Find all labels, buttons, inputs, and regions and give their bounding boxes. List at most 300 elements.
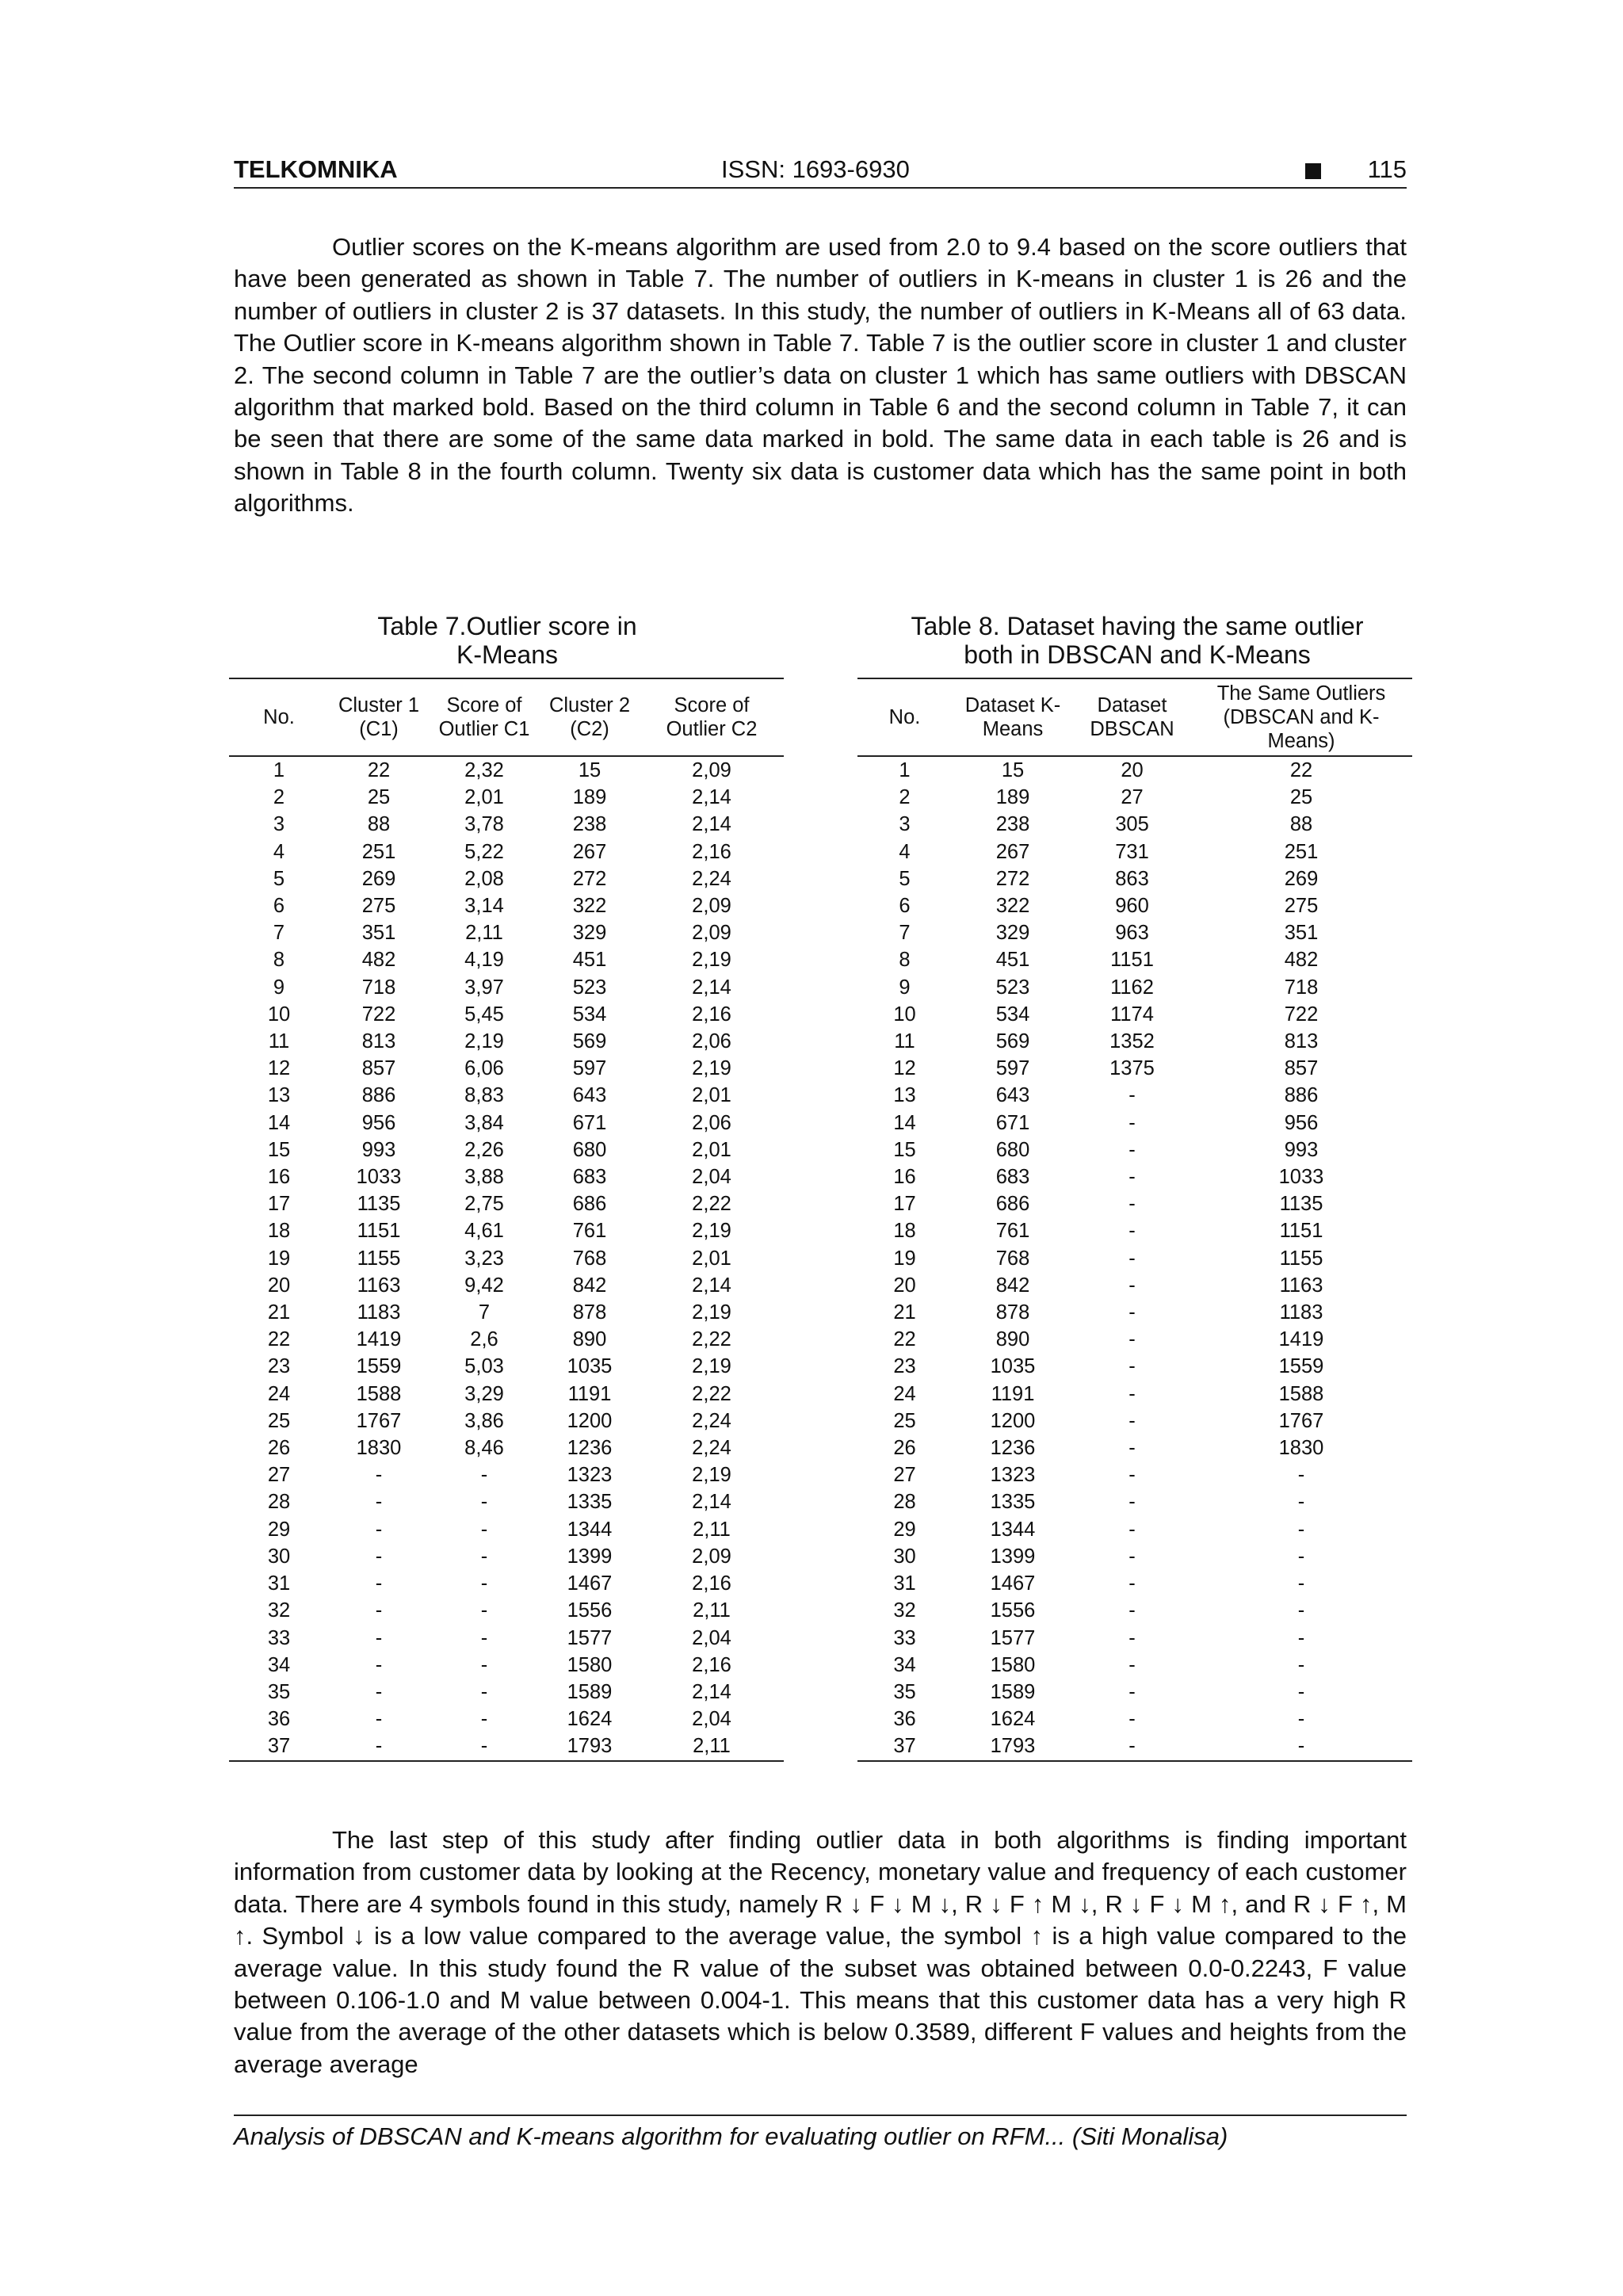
table-cell: 1580	[567, 1653, 613, 1676]
table-cell: 2,24	[692, 1409, 731, 1432]
table-cell: 813	[361, 1030, 396, 1053]
table-cell: 22	[367, 759, 391, 781]
table-cell: 9	[899, 976, 911, 999]
table-cell: 813	[1284, 1030, 1319, 1053]
table-cell: 886	[361, 1084, 396, 1107]
table-cell: -	[480, 1653, 488, 1676]
table-cell: 2,01	[464, 786, 504, 809]
table-cell: 534	[572, 1003, 607, 1026]
table-row	[229, 1597, 784, 1624]
table-cell: 21	[267, 1301, 291, 1324]
table-cell: 1556	[567, 1599, 613, 1622]
table-cell: 35	[267, 1680, 291, 1703]
table-cell: 2,04	[692, 1166, 731, 1189]
table-cell: 1767	[1278, 1409, 1324, 1432]
table-cell: 3,88	[464, 1166, 504, 1189]
table-cell: 6	[899, 895, 911, 918]
table-cell: -	[1297, 1708, 1305, 1731]
table-cell: 2,14	[692, 786, 731, 809]
table-cell: 671	[995, 1111, 1030, 1134]
table-cell: 8,46	[464, 1437, 504, 1460]
table-cell: -	[375, 1572, 383, 1595]
table-cell: -	[1074, 1733, 1190, 1760]
table-cell: 1352	[1109, 1030, 1155, 1053]
table-cell: -	[375, 1464, 383, 1487]
table-cell: 1419	[1278, 1328, 1324, 1351]
table-cell: 1830	[356, 1437, 402, 1460]
table-cell: -	[429, 1733, 540, 1760]
table-cell: 22	[267, 1328, 291, 1351]
table-cell: 267	[572, 840, 607, 863]
table-cell: -	[1128, 1328, 1136, 1351]
table-cell: 671	[572, 1111, 607, 1134]
table-cell: 12	[267, 1057, 291, 1080]
table-cell: 1335	[990, 1491, 1036, 1514]
table-cell: 1577	[567, 1626, 613, 1649]
table7-header: Score of Outlier C2	[640, 678, 784, 756]
table-cell: 28	[893, 1491, 916, 1514]
table-cell: 569	[572, 1030, 607, 1053]
table-cell: 8,83	[464, 1084, 504, 1107]
table-cell: 5,22	[464, 840, 504, 863]
table-cell: 1624	[567, 1708, 613, 1731]
table-cell: 23	[893, 1355, 916, 1378]
table-cell: 1236	[990, 1437, 1036, 1460]
table-cell: 1183	[357, 1301, 401, 1324]
table-cell: 686	[572, 1193, 607, 1216]
table-cell: 1163	[357, 1274, 401, 1297]
table-cell: 5	[899, 867, 911, 890]
table-cell: -	[1297, 1599, 1305, 1622]
table-cell: 21	[893, 1301, 916, 1324]
table-cell: 1	[273, 759, 285, 781]
table-cell: -	[1128, 1138, 1136, 1161]
table8-body	[857, 756, 1412, 1761]
table-cell: 2,14	[692, 1491, 731, 1514]
table-cell: -	[480, 1572, 488, 1595]
table-cell: 18	[893, 1220, 916, 1243]
table-cell: 1793	[952, 1733, 1074, 1760]
table-cell: 27	[267, 1464, 291, 1487]
table-cell: -	[1128, 1111, 1136, 1134]
table-cell: 761	[995, 1220, 1030, 1243]
table-cell: 890	[572, 1328, 607, 1351]
table-cell: -	[1297, 1626, 1305, 1649]
page-footer: Analysis of DBSCAN and K-means algorithm for evaluating outlier on RFM... (Siti Monalisa)	[234, 2115, 1407, 2151]
table-cell: -	[1128, 1382, 1136, 1405]
table-cell: 5,45	[464, 1003, 504, 1026]
table-row	[229, 1543, 784, 1570]
table-cell: 6,06	[464, 1057, 504, 1080]
table-cell: 19	[893, 1247, 916, 1270]
table-row	[857, 1082, 1412, 1109]
table-cell: 238	[995, 813, 1030, 836]
table-cell: 32	[893, 1599, 916, 1622]
table-cell: -	[1297, 1491, 1305, 1514]
table-cell: 2,01	[692, 1084, 731, 1107]
table-row	[857, 1435, 1412, 1461]
table-cell: 534	[995, 1003, 1030, 1026]
table-cell: 35	[893, 1680, 916, 1703]
table-cell: -	[1128, 1518, 1136, 1541]
table-cell: 329	[572, 922, 607, 945]
table-cell: 718	[1284, 976, 1319, 999]
table-cell: 3,78	[464, 813, 504, 836]
table-cell: 267	[995, 840, 1030, 863]
table-cell: 2,75	[464, 1193, 504, 1216]
table-cell: 37	[229, 1733, 329, 1760]
table-cell: -	[1128, 1653, 1136, 1676]
table-cell: 1035	[567, 1355, 613, 1378]
table-cell: 36	[267, 1708, 291, 1731]
table-cell: 1135	[357, 1193, 401, 1216]
table-row	[857, 1001, 1412, 1028]
table-cell: -	[480, 1599, 488, 1622]
table-cell: 25	[1289, 786, 1313, 809]
table-cell: 2,11	[693, 1599, 731, 1622]
table-cell: 1183	[1279, 1301, 1323, 1324]
table-cell: 2,24	[692, 1437, 731, 1460]
table-row	[857, 1353, 1412, 1380]
table-cell: 1033	[356, 1166, 402, 1189]
table-cell: -	[1190, 1733, 1412, 1760]
table-cell: 2,19	[464, 1030, 504, 1053]
table-cell: -	[1297, 1518, 1305, 1541]
table-row	[229, 1028, 784, 1055]
table-row	[229, 1461, 784, 1488]
table-cell: 269	[361, 867, 396, 890]
table-cell: 2,24	[692, 867, 731, 890]
table7-header-row	[229, 678, 784, 756]
table-cell: 12	[893, 1057, 916, 1080]
table-cell: 9,42	[464, 1274, 504, 1297]
table-cell: 4	[899, 840, 911, 863]
table-cell: 1344	[567, 1518, 613, 1541]
table-cell: 15	[893, 1138, 916, 1161]
table-cell: 4,61	[464, 1220, 504, 1243]
table-cell: 27	[1121, 786, 1144, 809]
table-cell: 1200	[567, 1409, 613, 1432]
table-cell: 2,11	[465, 922, 503, 945]
table-cell: 1589	[990, 1680, 1036, 1703]
table-row	[857, 1110, 1412, 1137]
table-cell: 30	[267, 1545, 291, 1568]
table-cell: 3,86	[464, 1409, 504, 1432]
table-cell: 24	[267, 1382, 291, 1405]
table-row	[857, 1137, 1412, 1163]
table-cell: -	[480, 1626, 488, 1649]
table-cell: 351	[1284, 922, 1319, 945]
table-row	[857, 1028, 1412, 1055]
table-cell: 14	[267, 1111, 291, 1134]
table-cell: -	[1297, 1464, 1305, 1487]
table-row	[229, 946, 784, 973]
journal-name: TELKOMNIKA	[234, 155, 398, 183]
table-row	[857, 1408, 1412, 1435]
table-cell: 1151	[1279, 1220, 1323, 1243]
table-row	[857, 1461, 1412, 1488]
table-cell: 1556	[990, 1599, 1036, 1622]
table-cell: -	[1128, 1491, 1136, 1514]
table-row	[229, 756, 784, 784]
table-cell: 2,22	[692, 1382, 731, 1405]
table-cell: 2,08	[464, 867, 504, 890]
table-row	[857, 1163, 1412, 1190]
table-cell: 28	[267, 1491, 291, 1514]
table-cell: -	[375, 1708, 383, 1731]
table-cell: 718	[361, 976, 396, 999]
paragraph-conclusion: The last step of this study after finding outlier data in both algorithms is finding important information from customer data by looking at the Recency, monetary value and frequency of each customer data. There are 4 symbols found in this study, namely R ↓ F ↓ M ↓, R ↓ F ↑ M ↓, R ↓ F ↓ M ↑, and R ↓ F ↑, M ↑. Symbol ↓ is a low value compared to the average value, the symbol ↑ is a high value compared to the average value. In this study found the R value of the subset was obtained between 0.0-0.2243, F value between 0.106-1.0 and M value between 0.004-1. This means that this customer data has a very high R value from the average of the other datasets which is below 0.3589, different F values and heights from the average average	[234, 1826, 1407, 2078]
table-cell: 19	[267, 1247, 291, 1270]
table-cell: 88	[367, 813, 391, 836]
table-cell: 2,06	[692, 1111, 731, 1134]
table-cell: 683	[572, 1166, 607, 1189]
table-cell: 22	[893, 1328, 916, 1351]
table-cell: 17	[267, 1193, 291, 1216]
table-cell: 1830	[1278, 1437, 1324, 1460]
table-cell: 2,14	[692, 1680, 731, 1703]
table-cell: 3,84	[464, 1111, 504, 1134]
table-cell: 3,97	[464, 976, 504, 999]
table-cell: 2,16	[692, 1653, 731, 1676]
table-cell: 451	[572, 949, 607, 972]
table-row	[229, 892, 784, 919]
paragraph-intro: Outlier scores on the K-means algorithm are used from 2.0 to 9.4 based on the score outliers that have been generated as shown in Table 7. The number of outliers in K-means in cluster 1 is 26 and the number of outliers in cluster 2 is 37 datasets. In this study, the number of outliers in K-Means all of 63 data. The Outlier score in K-means algorithm shown in Table 7. Table 7 is the outlier score in cluster 1 and cluster 2. The second column in Table 7 are the outlier’s data on cluster 1 which has same outliers with DBSCAN algorithm that marked bold. Based on the third column in Table 6 and the second column in Table 7, it can be seen that there are some of the same data marked in bold. The same data in each table is 26 and is shown in Table 8 in the fourth column. Twenty six data is customer data which has the same point in both algorithms.	[234, 233, 1407, 518]
table-cell: 2,01	[692, 1138, 731, 1161]
table-cell: -	[329, 1733, 429, 1760]
table-cell: 2,32	[464, 759, 504, 781]
table-cell: 2,11	[640, 1733, 784, 1760]
table-cell: 1559	[1278, 1355, 1324, 1378]
table-row	[857, 1597, 1412, 1624]
table-cell: 569	[995, 1030, 1030, 1053]
table-cell: 329	[995, 922, 1030, 945]
table-cell: -	[480, 1680, 488, 1703]
table-cell: 2,16	[692, 1003, 731, 1026]
table-row	[857, 1217, 1412, 1244]
table7-body	[229, 756, 784, 1761]
table-row	[857, 1245, 1412, 1272]
table-row	[857, 1570, 1412, 1597]
table-cell: -	[1128, 1437, 1136, 1460]
table-cell: 1323	[567, 1464, 613, 1487]
table-cell: -	[1128, 1680, 1136, 1703]
table-cell: 189	[995, 786, 1030, 809]
table-cell: -	[1128, 1626, 1136, 1649]
table-cell: -	[1128, 1166, 1136, 1189]
table-cell: 2,04	[692, 1708, 731, 1731]
table-cell: 2,14	[692, 976, 731, 999]
table-cell: 25	[367, 786, 391, 809]
table-cell: 2,16	[692, 1572, 731, 1595]
table-cell: -	[375, 1680, 383, 1703]
page-number: 115	[1367, 155, 1407, 183]
table-cell: 31	[267, 1572, 291, 1595]
table-cell: 1155	[1279, 1247, 1323, 1270]
table-cell: 482	[1284, 949, 1319, 972]
table-row	[857, 1625, 1412, 1652]
table-cell: 1135	[1279, 1193, 1323, 1216]
table-cell: 33	[267, 1626, 291, 1649]
table-row	[229, 1272, 784, 1299]
table-cell: 890	[995, 1328, 1030, 1351]
table-row	[857, 839, 1412, 865]
table-cell: -	[1128, 1464, 1136, 1487]
table-cell: -	[480, 1464, 488, 1487]
table-cell: 2,19	[692, 1464, 731, 1487]
table-cell: 722	[1284, 1003, 1319, 1026]
table-cell: -	[1128, 1355, 1136, 1378]
table-cell: 2,19	[692, 1355, 731, 1378]
table-cell: 2,22	[692, 1328, 731, 1351]
table-cell: 322	[572, 895, 607, 918]
table-cell: 482	[361, 949, 396, 972]
table-cell: 20	[893, 1274, 916, 1297]
table7-caption-line1: Table 7.Outlier score in	[377, 612, 637, 640]
table-cell: 6	[273, 895, 285, 918]
table-cell: -	[1128, 1084, 1136, 1107]
table-cell: 686	[995, 1193, 1030, 1216]
table-row	[857, 811, 1412, 838]
table-cell: 1200	[990, 1409, 1036, 1432]
table-cell: 2,09	[692, 895, 731, 918]
table-cell: 1035	[990, 1355, 1036, 1378]
table-row	[229, 1163, 784, 1190]
table-cell: 13	[267, 1084, 291, 1107]
table-cell: 269	[1284, 867, 1319, 890]
table-cell: 2,04	[692, 1626, 731, 1649]
table-cell: 1624	[990, 1708, 1036, 1731]
table-cell: -	[1128, 1572, 1136, 1595]
table-row	[229, 1326, 784, 1353]
table-cell: 29	[893, 1518, 916, 1541]
table-cell: 16	[267, 1166, 291, 1189]
table-row	[857, 756, 1412, 784]
table-row	[229, 1516, 784, 1543]
table-cell: 3	[899, 813, 911, 836]
table-row	[857, 1516, 1412, 1543]
table-cell: -	[375, 1545, 383, 1568]
table-cell: 963	[1115, 922, 1149, 945]
table-cell: -	[1128, 1301, 1136, 1324]
table-cell: 1174	[1110, 1003, 1154, 1026]
table-cell: 351	[361, 922, 396, 945]
table-cell: 2,11	[693, 1518, 731, 1541]
table-cell: 7	[478, 1301, 491, 1324]
table-row	[229, 811, 784, 838]
table-cell: 18	[267, 1220, 291, 1243]
table-cell: 2,14	[692, 1274, 731, 1297]
table8-header: Dataset DBSCAN	[1074, 678, 1190, 756]
table-cell: 960	[1115, 895, 1149, 918]
table-cell: 33	[893, 1626, 916, 1649]
table8-header-row	[857, 678, 1412, 756]
table-cell: 597	[572, 1057, 607, 1080]
table-cell: 2,16	[692, 840, 731, 863]
table-cell: 272	[995, 867, 1030, 890]
table-cell: 1335	[567, 1491, 613, 1514]
table-cell: 2	[899, 786, 911, 809]
table7-header: No.	[229, 678, 329, 756]
table-row	[857, 784, 1412, 811]
table-cell: 993	[1284, 1138, 1319, 1161]
table-row	[229, 1353, 784, 1380]
table-cell: 768	[572, 1247, 607, 1270]
table-cell: 993	[361, 1138, 396, 1161]
table-cell: 1580	[990, 1653, 1036, 1676]
table-cell: -	[375, 1653, 383, 1676]
table-row	[857, 946, 1412, 973]
table-row	[229, 919, 784, 946]
table-cell: 1033	[1278, 1166, 1324, 1189]
table-cell: 13	[893, 1084, 916, 1107]
table-cell: 842	[995, 1274, 1030, 1297]
table-row	[857, 1326, 1412, 1353]
table-cell: 2,19	[692, 1301, 731, 1324]
table-row	[857, 1190, 1412, 1217]
table-cell: 1588	[1278, 1382, 1324, 1405]
table-row	[857, 892, 1412, 919]
table-row	[857, 1679, 1412, 1706]
table-cell: -	[375, 1599, 383, 1622]
table-row	[229, 1706, 784, 1733]
table-cell: 683	[995, 1166, 1030, 1189]
table-row	[229, 1381, 784, 1408]
table-cell: 23	[267, 1355, 291, 1378]
table-cell: 1559	[356, 1355, 402, 1378]
table-cell: -	[1128, 1220, 1136, 1243]
table-row	[857, 1299, 1412, 1326]
table-cell: 857	[361, 1057, 396, 1080]
table-cell: 31	[893, 1572, 916, 1595]
table-cell: 886	[1284, 1084, 1319, 1107]
table8-caption-line2: both in DBSCAN and K-Means	[964, 640, 1311, 669]
table-cell: 597	[995, 1057, 1030, 1080]
table-cell: 14	[893, 1111, 916, 1134]
table-cell: -	[1297, 1572, 1305, 1595]
table-cell: -	[375, 1626, 383, 1649]
table-cell: 29	[267, 1518, 291, 1541]
table-cell: 11	[894, 1030, 915, 1053]
table-cell: 1162	[1110, 976, 1154, 999]
table-cell: 722	[361, 1003, 396, 1026]
table-row	[229, 784, 784, 811]
table-cell: 1191	[567, 1382, 612, 1405]
table-cell: -	[480, 1545, 488, 1568]
table-cell: 25	[267, 1409, 291, 1432]
table-cell: 1467	[567, 1572, 613, 1595]
table-cell: 2,22	[692, 1193, 731, 1216]
table-cell: 2,14	[692, 813, 731, 836]
table7-caption	[230, 612, 785, 669]
table-cell: 1323	[990, 1464, 1036, 1487]
table-row	[229, 1679, 784, 1706]
table-row	[229, 1137, 784, 1163]
table-row	[229, 1190, 784, 1217]
table-cell: 37	[857, 1733, 952, 1760]
table-cell: 2,06	[692, 1030, 731, 1053]
table-cell: 680	[995, 1138, 1030, 1161]
table-cell: 15	[267, 1138, 291, 1161]
table-cell: 1588	[356, 1382, 402, 1405]
table-cell: 2	[273, 786, 285, 809]
table-cell: 20	[267, 1274, 291, 1297]
table-cell: 643	[995, 1084, 1030, 1107]
table-cell: 16	[893, 1166, 916, 1189]
table-cell: 34	[893, 1653, 916, 1676]
table-cell: -	[1297, 1545, 1305, 1568]
table-cell: 24	[893, 1382, 916, 1405]
